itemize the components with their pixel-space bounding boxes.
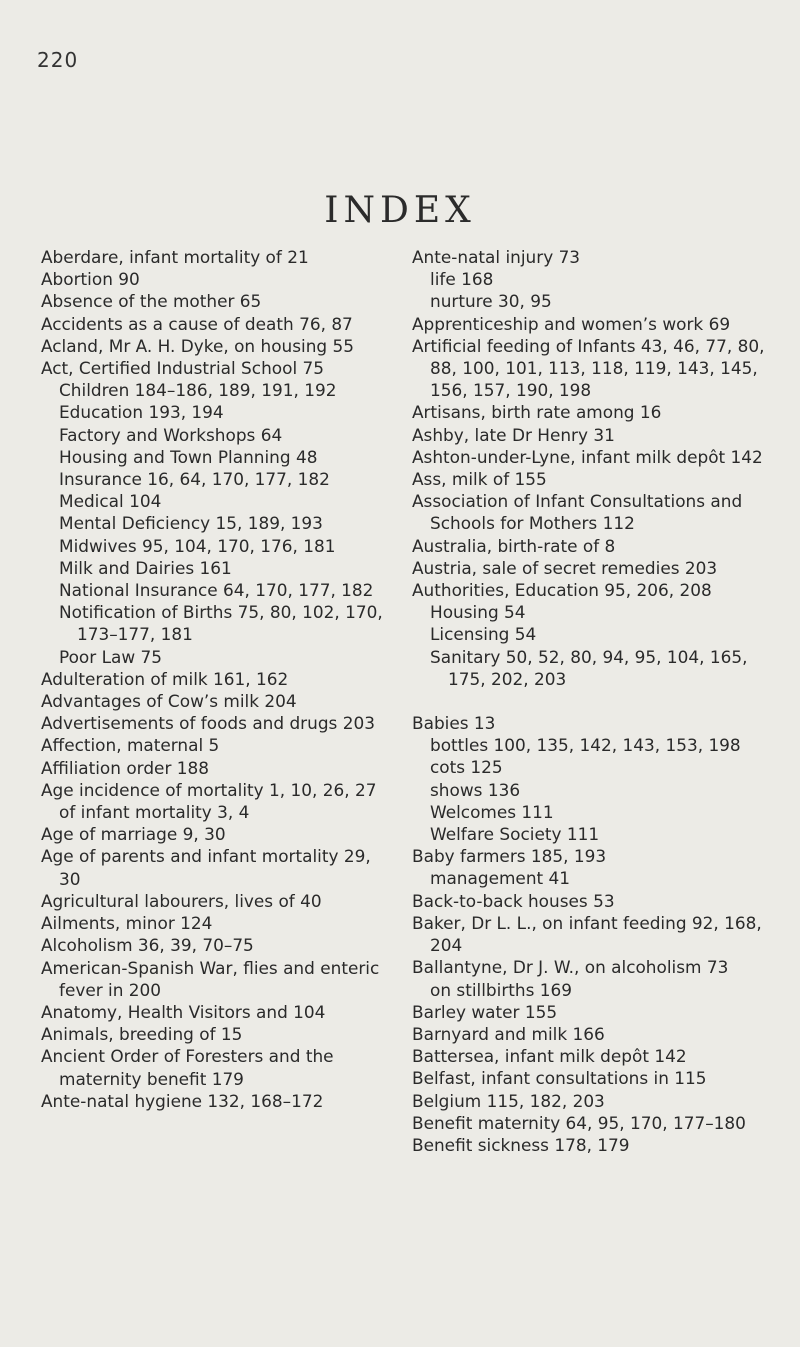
index-subentry: Sanitary 50, 52, 80, 94, 95, 104, 165, 175, 202, 203 — [430, 646, 748, 689]
index-subentry: shows 136 — [430, 779, 521, 800]
index-entry: Artificial feeding of Infants 43, 46, 77, 80, 88, 100, 101, 113, 118, 119, 143, 145, 156, 157, 190, 198 — [412, 335, 765, 401]
index-entry: Ashby, late Dr Henry 31 — [412, 424, 615, 445]
index-entry: Authorities, Education 95, 206, 208 — [412, 580, 712, 601]
index-subentry: Education 193, 194 — [59, 402, 224, 423]
index-column-left — [41, 246, 397, 1112]
index-entry: Artisans, birth rate among 16 — [412, 402, 662, 423]
index-subentry: Medical 104 — [59, 491, 162, 512]
index-entry: Age incidence of mortality 1, 10, 26, 27 — [41, 779, 377, 800]
index-subentry: Children 184–186, 189, 191, 192 — [59, 380, 337, 401]
index-entry: Belgium 115, 182, 203 — [412, 1090, 605, 1111]
index-subentry: of infant mortality 3, 4 — [59, 802, 250, 823]
index-entry: Ante-natal hygiene 132, 168–172 — [41, 1090, 324, 1111]
index-entry: Ass, milk of 155 — [412, 469, 547, 490]
index-subentry: life 168 — [430, 269, 494, 290]
index-entry: Animals, breeding of 15 — [41, 1024, 243, 1045]
index-entry: Battersea, infant milk depôt 142 — [412, 1046, 687, 1067]
index-entry: Affection, maternal 5 — [41, 735, 220, 756]
index-entry: Ante-natal injury 73 — [412, 247, 581, 267]
index-subentry: cots 125 — [430, 757, 503, 778]
index-entry: Baker, Dr L. L., on infant feeding 92, 168, 204 — [412, 912, 762, 956]
index-entry: Abortion 90 — [41, 269, 140, 290]
index-entry: Baby farmers 185, 193 — [412, 846, 607, 867]
index-entry: Age of marriage 9, 30 — [41, 824, 226, 845]
index-subentry: Poor Law 75 — [59, 646, 163, 667]
index-entry: Barnyard and milk 166 — [412, 1023, 605, 1044]
index-subentry: Notification of Births 75, 80, 102, 170, 173–177, 181 — [59, 602, 383, 645]
index-entry: Belfast, infant consultations in 115 — [412, 1068, 707, 1089]
index-entry: Aberdare, infant mortality of 21 — [41, 247, 309, 267]
index-subentry: Housing and Town Planning 48 — [59, 446, 318, 467]
index-entry: Agricultural labourers, lives of 40 — [41, 890, 322, 911]
index-entry: Back-to-back houses 53 — [412, 890, 615, 911]
index-entry: Anatomy, Health Visitors and 104 — [41, 1001, 326, 1022]
index-entry: Acland, Mr A. H. Dyke, on housing 55 — [41, 335, 355, 356]
index-entry: Benefit maternity 64, 95, 170, 177–180 — [412, 1112, 746, 1133]
index-entry: Australia, birth-rate of 8 — [412, 535, 616, 556]
index-subentry: Housing 54 — [430, 602, 526, 623]
index-entry: American-Spanish War, flies and enteric fever in 200 — [41, 957, 380, 1000]
index-entry: Advantages of Cow’s milk 204 — [41, 691, 297, 712]
page-number: 220 — [37, 48, 79, 72]
index-entry: Ashton-under-Lyne, infant milk depôt 142 — [412, 446, 763, 467]
index-subentry: nurture 30, 95 — [430, 291, 552, 312]
index-entry: Age of parents and infant mortality 29, 30 — [41, 846, 371, 889]
index-entry: Apprenticeship and women’s work 69 — [412, 313, 731, 334]
index-subentry: Factory and Workshops 64 — [59, 424, 283, 445]
index-entry: Barley water 155 — [412, 1001, 558, 1022]
index-subentry: on stillbirths 169 — [430, 979, 573, 1000]
index-subentry: Insurance 16, 64, 170, 177, 182 — [59, 469, 330, 490]
index-subentry: Welcomes 111 — [430, 801, 554, 822]
index-entry: Affiliation order 188 — [41, 757, 209, 778]
index-entry: Advertisements of foods and drugs 203 — [41, 713, 375, 734]
index-subentry: Milk and Dairies 161 — [59, 557, 232, 578]
index-subentry: National Insurance 64, 170, 177, 182 — [59, 580, 374, 601]
index-column-right — [412, 246, 768, 1156]
index-entry: Benefit sickness 178, 179 — [412, 1134, 630, 1155]
index-entry: Alcoholism 36, 39, 70–75 — [41, 935, 254, 956]
index-subentry: Mental Deficiency 15, 189, 193 — [59, 513, 323, 534]
index-entry: Adulteration of milk 161, 162 — [41, 668, 289, 689]
index-entry: Ballantyne, Dr J. W., on alcoholism 73 — [412, 957, 729, 978]
index-entry: Austria, sale of secret remedies 203 — [412, 557, 718, 578]
index-entry: Accidents as a cause of death 76, 87 — [41, 313, 353, 334]
index-subentry: bottles 100, 135, 142, 143, 153, 198 — [430, 735, 741, 756]
index-entry: Babies 13 — [412, 713, 496, 734]
index-entry: Act, Certified Industrial School 75 — [41, 358, 324, 379]
index-entry: Absence of the mother 65 — [41, 291, 262, 312]
index-subentry: Welfare Society 111 — [430, 824, 600, 845]
index-subentry: management 41 — [430, 868, 571, 889]
index-entry: Ailments, minor 124 — [41, 913, 213, 934]
index-gap — [412, 690, 768, 712]
index-subentry: Midwives 95, 104, 170, 176, 181 — [59, 535, 336, 556]
index-entry: Ancient Order of Foresters and the maternity benefit 179 — [41, 1046, 334, 1089]
index-title: INDEX — [324, 190, 476, 231]
index-subentry: Licensing 54 — [430, 624, 537, 645]
index-entry: Association of Infant Consultations and Schools for Mothers 112 — [412, 491, 743, 534]
